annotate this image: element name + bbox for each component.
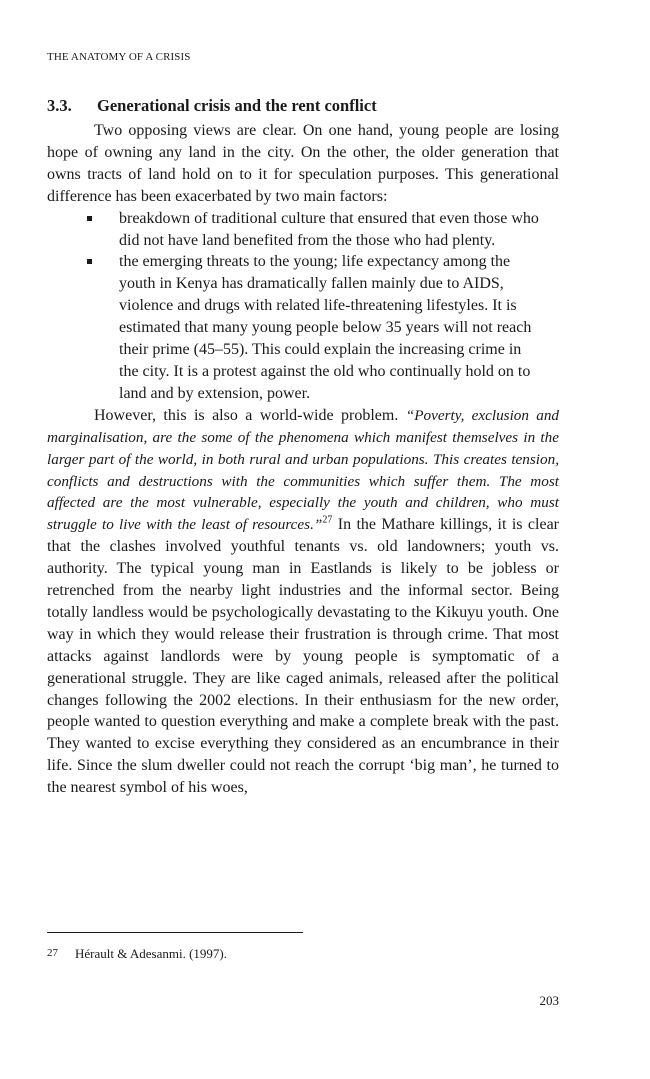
paragraph-opening: Two opposing views are clear. On one hand, young people are losing hope of owning any land in the city. On the other, the older generation that owns tracts of land hold on to it for speculation purposes. This generational difference has been exacerbated by two main factors:	[47, 122, 559, 205]
list-item	[119, 208, 543, 252]
section-heading	[47, 96, 377, 116]
section-title: Generational crisis and the rent conflict	[97, 96, 377, 115]
block-quote: “Poverty, exclusion and marginalisation, are the some of the phenomena which manifest themselves in the larger part of the world, in both rural and urban populations. This creates tension, conflicts and destructions with the communities which suffer them. The most affected are the most vulnerable, especially the youth and children, who must struggle to live with the least of resources.”	[47, 406, 560, 534]
footnote-divider	[47, 932, 303, 933]
list-item	[119, 251, 543, 404]
factor-list	[47, 208, 543, 405]
footnote-number: 27	[47, 947, 58, 959]
section-number: 3.3.	[47, 96, 72, 115]
body-text	[47, 120, 559, 799]
list-item-text: the emerging threats to the young; life expectancy among the youth in Kenya has dramatically fallen mainly due to AIDS, violence and drugs with related life-threatening lifestyles. It is estimated that many young people below 35 years will not reach their prime (45–55). This could explain the increasing crime in the city. It is a protest against the old who continually hold on to land and by extension, power.	[119, 253, 532, 402]
paragraph-lead: However, this is also a world-wide problem.	[94, 406, 406, 424]
square-bullet-icon	[87, 216, 92, 221]
paragraph-main	[47, 405, 559, 799]
footnote-text: Hérault & Adesanmi. (1997).	[75, 946, 227, 961]
page-number: 203	[539, 993, 559, 1008]
list-item-text: breakdown of traditional culture that ensured that even those who did not have land benefited from the those who had plenty.	[119, 209, 539, 249]
running-header: THE ANATOMY OF A CRISIS	[47, 51, 191, 63]
footnote-reference[interactable]: 27	[322, 514, 333, 526]
footnote	[47, 946, 227, 962]
paragraph-rest: In the Mathare killings, it is clear that the clashes involved youthful tenants vs. old landowners; youth vs. authority. The typical young man in Eastlands is likely to be jobless or retrenched from the nearby light industries and the informal sector. Being totally landless would be psychologically devastating to the Kikuyu youth. One way in which they would release their frustration is through crime. That most attacks against landlords were by young people is symptomatic of a generational struggle. They are like caged animals, released after the political changes following the 2002 elections. In their enthusiasm for the new order, people wanted to question everything and make a complete break with the past. They wanted to excise everything they considered as an encumbrance in their life. Since the slum dweller could not reach the corrupt ‘big man’, he turned to the nearest symbol of his woes,	[47, 516, 559, 797]
square-bullet-icon	[87, 259, 92, 264]
